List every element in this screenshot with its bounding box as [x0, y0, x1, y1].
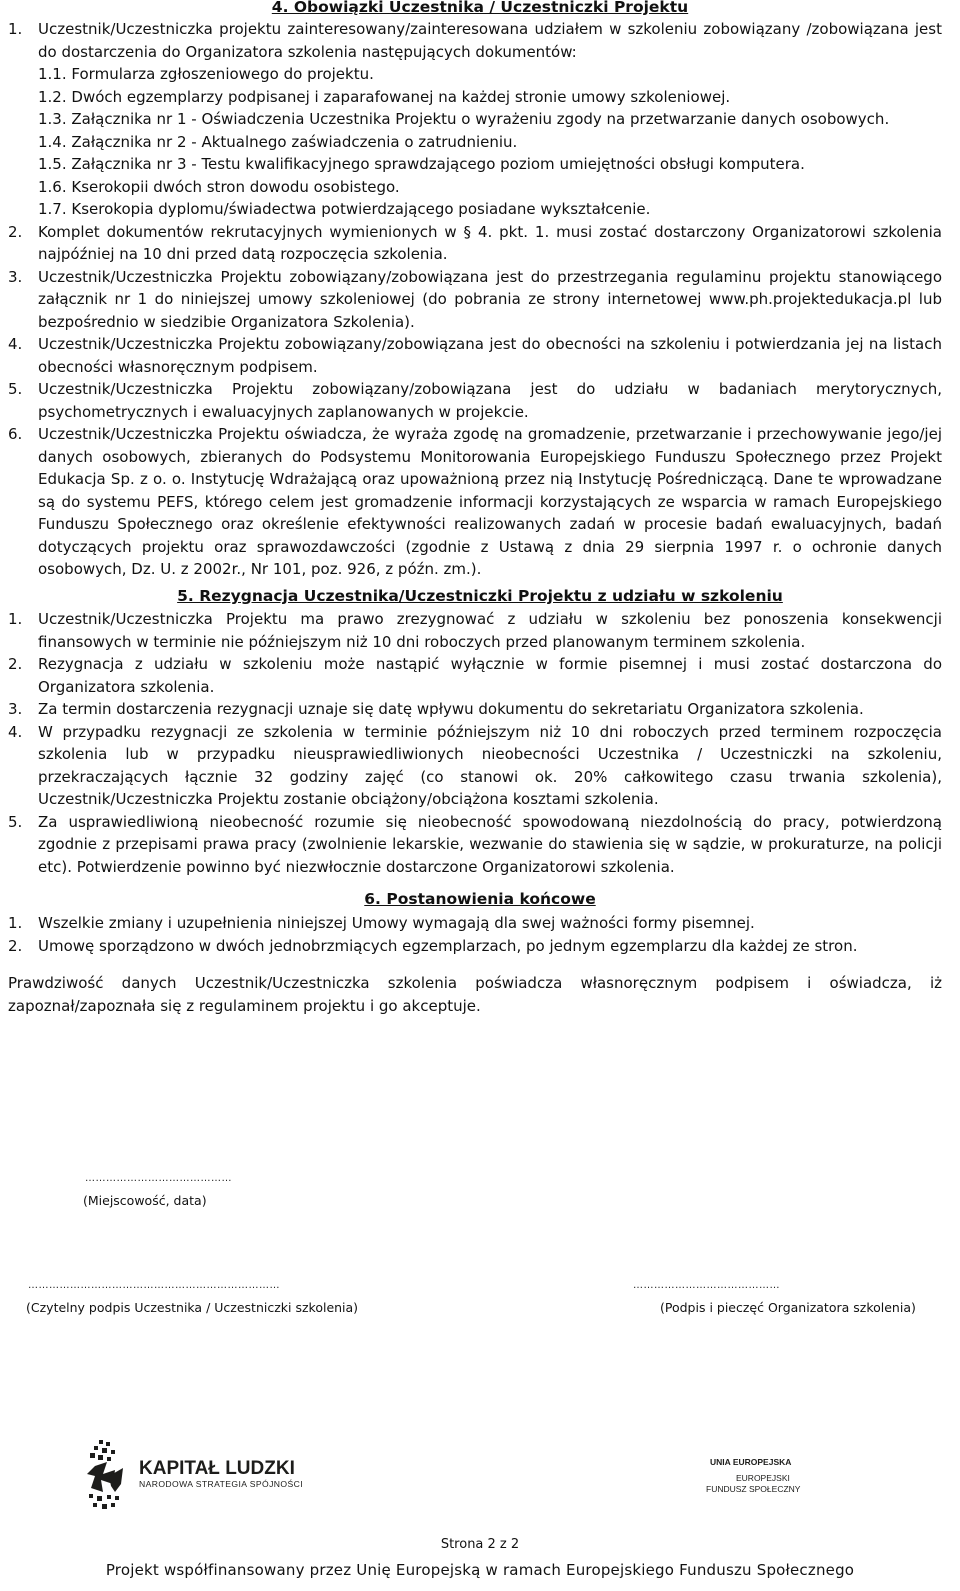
item-text: Uczestnik/Uczestniczka Projektu zobowiązany/zobowiązana jest do przestrzegania regulaminu projektu stanowiącego załącznik nr 1 do niniejszej umowy szkoleniowej (do pobrania ze strony internetowej www.ph.projektedukacja.pl lub bezpośrednio w siedzibie Organizatora Szkolenia).: [38, 267, 942, 331]
item-number: 1.5.: [38, 155, 67, 173]
item-number: 1.2.: [38, 87, 67, 106]
logo-title: KAPITAŁ LUDZKI: [139, 1458, 295, 1479]
kapital-ludzki-logo: [85, 1440, 415, 1530]
section-5-heading: 5. Rezygnacja Uczestnika/Uczestniczki Projektu z udziału w szkoleniu: [177, 587, 783, 605]
organizer-signature-caption: (Podpis i pieczęć Organizatora szkolenia): [660, 1300, 916, 1315]
section-4-heading: 4. Obowiązki Uczestnika / Uczestniczki Projektu: [271, 0, 689, 16]
list-item: [0, 131, 960, 154]
eu-logo: [700, 1455, 820, 1525]
list-item: [0, 653, 960, 698]
item-number: 2.: [8, 936, 23, 955]
place-date-line: ……………………………………: [85, 1173, 232, 1184]
item-number: 1.6.: [38, 177, 67, 196]
page-number: Strona 2 z 2: [440, 1537, 520, 1552]
kapital-ludzki-emblem-icon: [85, 1440, 415, 1530]
item-text: Załącznika nr 1 - Oświadczenia Uczestnika Projektu o wyrażeniu zgody na przetwarzanie danych osobowych.: [71, 110, 890, 128]
item-text: Rezygnacja z udziału w szkoleniu może nastąpić wyłącznie w formie pisemnej i musi zostać dostarczona do Organizatora szkolenia.: [38, 655, 942, 696]
eu-title: UNIA EUROPEJSKA: [710, 1457, 792, 1467]
item-text: Uczestnik/Uczestniczka Projektu oświadcza, że wyraża zgodę na gromadzenie, przetwarzanie i przechowywanie jego/jej danych osobowych, zbieranych do Podsystemu Monitorowania Europejskiego Funduszu Społecznego przez Projekt Edukacja Sp. z o. o. Instytucję Wdrażającą oraz upoważnioną przez nią Instytucję Pośredniczącą. Dane te wprowadzane są do systemu PEFS, którego celem jest gromadzenie informacji korzystających ze wsparcia w ramach Europejskiego Funduszu Społecznego oraz określenie efektywności realizowanych zadań w procesie badań ewaluacyjnych, badań dotyczących projektu oraz sprawozdawczości (zgodnie z Ustawą z dnia 29 sierpnia 1997 r. o ochronie danych osobowych, Dz. U. z 2002r., Nr 101, poz. 926, z późn. zm.).: [38, 425, 942, 578]
item-number: 5.: [8, 812, 23, 831]
item-number: 6.: [8, 425, 23, 443]
list-item: [0, 18, 960, 63]
eu-line-1: EUROPEJSKI: [736, 1473, 790, 1483]
item-text: Kserokopia dyplomu/świadectwa potwierdzającego posiadane wykształcenie.: [71, 200, 651, 218]
item-text: Formularza zgłoszeniowego do projektu.: [71, 65, 374, 83]
item-number: 4.: [8, 335, 23, 353]
list-item: [0, 176, 960, 199]
item-number: 3.: [8, 700, 23, 718]
list-item: [0, 221, 960, 266]
footer-note: Projekt współfinansowany przez Unię Europejską w ramach Europejskiego Funduszu Społecznego: [105, 1561, 855, 1579]
item-text: W przypadku rezygnacji ze szkolenia w terminie późniejszym niż 10 dni roboczych przed terminem rozpoczęcia szkolenia lub w przypadku nieusprawiedliwionych nieobecności Uczestnika / Uczestniczki na szkoleniu, przekraczających łącznie 32 godziny zajęć (co stanowi ok. 20% całkowitego czasu trwania szkolenia), Uczestnik/Uczestniczka Projektu zostanie obciążony/obciążona kosztami szkolenia.: [38, 722, 942, 808]
participant-signature-caption: (Czytelny podpis Uczestnika / Uczestniczki szkolenia): [26, 1300, 359, 1315]
eu-line-2: FUNDUSZ SPOŁECZNY: [706, 1484, 801, 1494]
list-item: [0, 721, 960, 811]
item-text: Komplet dokumentów rekrutacyjnych wymienionych w § 4. pkt. 1. musi zostać dostarczony Organizatorowi szkolenia najpóźniej na 10 dni przed datą rozpoczęcia szkolenia.: [38, 222, 942, 263]
eu-flag-icon: [700, 1455, 820, 1525]
list-item: [0, 63, 960, 86]
section-5-list: [0, 608, 960, 878]
item-text: Uczestnik/Uczestniczka projektu zainteresowany/zainteresowana udziałem w szkoleniu zobowiązany /zobowiązana jest do dostarczenia do Organizatora szkolenia następujących dokumentów:: [38, 20, 942, 61]
list-item: [0, 198, 960, 221]
list-item: [0, 608, 960, 653]
item-number: 1.7.: [38, 200, 67, 218]
item-text: Uczestnik/Uczestniczka Projektu zobowiązany/zobowiązana jest do udziału w badaniach merytorycznych, psychometrycznych i ewaluacyjnych zaplanowanych w projekcie.: [38, 380, 942, 421]
item-text: Za usprawiedliwioną nieobecność rozumie się nieobecność spowodowaną niezdolnością do pracy, potwierdzoną zgodnie z przepisami prawa pracy (zwolnienie lekarskie, wezwanie do stawienia się w sądzie, w prokuraturze, na policji etc). Potwierdzenie powinno być niezwłocznie dostarczone Organizatorowi szkolenia.: [38, 812, 942, 876]
item-number: 1.1.: [38, 65, 67, 83]
item-number: 1.: [8, 914, 23, 932]
item-text: Dwóch egzemplarzy podpisanej i zaparafowanej na każdej stronie umowy szkoleniowej.: [71, 87, 731, 106]
item-number: 1.: [8, 20, 23, 38]
declaration-paragraph: Prawdziwość danych Uczestnik/Uczestniczka szkolenia poświadcza własnoręcznym podpisem i oświadcza, iż zapoznał/zapoznała się z regulaminem projektu i go akceptuje.: [8, 974, 942, 1015]
item-text: Kserokopii dwóch stron dowodu osobistego.: [71, 177, 400, 196]
list-item: [0, 108, 960, 131]
list-item: [0, 811, 960, 879]
section-6-heading: 6. Postanowienia końcowe: [364, 890, 596, 908]
list-item: [0, 266, 960, 334]
list-item: [0, 86, 960, 109]
organizer-signature-line: ……………………………………: [633, 1280, 780, 1291]
place-date-caption: (Miejscowość, data): [83, 1193, 207, 1208]
list-item: [0, 378, 960, 423]
item-text: Za termin dostarczenia rezygnacji uznaje się datę wpływu dokumentu do sekretariatu Organizatora szkolenia.: [38, 700, 864, 718]
item-text: Umowę sporządzono w dwóch jednobrzmiących egzemplarzach, po jednym egzemplarzu dla każdej ze stron.: [38, 936, 858, 955]
item-text: Uczestnik/Uczestniczka Projektu zobowiązany/zobowiązana jest do obecności na szkoleniu i potwierdzania jej na listach obecności własnoręcznym podpisem.: [38, 335, 942, 376]
list-item: [0, 423, 960, 581]
item-number: 2.: [8, 222, 23, 241]
item-text: Załącznika nr 3 - Testu kwalifikacyjnego sprawdzającego poziom umiejętności obsługi komputera.: [71, 155, 805, 173]
list-item: [0, 698, 960, 721]
item-text: Wszelkie zmiany i uzupełnienia niniejszej Umowy wymagają dla swej ważności formy pisemnej.: [38, 914, 755, 932]
item-number: 1.: [8, 610, 23, 628]
item-number: 3.: [8, 267, 23, 286]
list-item: [0, 153, 960, 176]
section-6-list: [0, 912, 960, 957]
item-number: 2.: [8, 655, 23, 673]
list-item: [0, 935, 960, 958]
participant-signature-line: ………………………………………………………………: [28, 1280, 280, 1291]
logo-subtitle: NARODOWA STRATEGIA SPÓJNOŚCI: [139, 1479, 303, 1489]
item-number: 4.: [8, 722, 23, 741]
item-text: Uczestnik/Uczestniczka Projektu ma prawo zrezygnować z udziału w szkoleniu bez ponoszenia konsekwencji finansowych w terminie nie późniejszym niż 10 dni roboczych przed planowanym terminem szkolenia.: [38, 610, 942, 651]
section-4-list: [0, 18, 960, 581]
item-text: Załącznika nr 2 - Aktualnego zaświadczenia o zatrudnieniu.: [71, 132, 518, 151]
item-number: 5.: [8, 380, 23, 398]
item-number: 1.3.: [38, 110, 67, 128]
item-number: 1.4.: [38, 132, 67, 151]
list-item: [0, 912, 960, 935]
list-item: [0, 333, 960, 378]
